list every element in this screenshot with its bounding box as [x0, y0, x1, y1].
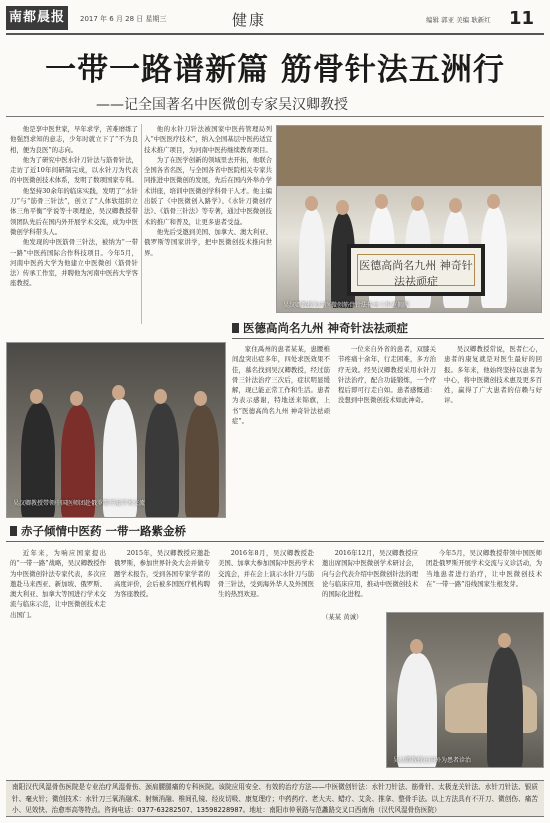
- article3-paragraph: 今年5月，吴汉卿教授带领中国医师团赴俄罗斯开展学术交流与义诊活动，为当地患者进行治疗，让中医微创技术在“一带一路”沿线国家生根发芽。: [426, 549, 542, 588]
- article1-paragraph: 为了在医学创新的领域里去开拓，他联合全国各省名医，与全国各省中医院相关专家共同推进中医微创的发展，先后在国内外举办学术讲座，培训中医微创学科骨干人才。他主编出版了《中医微创入路学》、《水针刀微创疗法》、《筋骨三针法》等专著，通过中医微创技术的推广和普及，让更多患者受益。: [144, 155, 272, 226]
- photo-caption: 吴汉卿教授带领中国医师团赴俄罗斯开展学术交流: [13, 500, 146, 507]
- article1-paragraph: 他发现的中医筋骨三针法，被纳为“一带一路”中医药国际合作科技项目。今年5月，河南中医药大学为他建立中医微创（筋骨针法）传承工作室，并聘他为河南中医药大学客座教授。: [10, 238, 138, 288]
- article2-paragraph: 家住禹州的患者某某，患腰椎间盘突出症多年，四处求医效果不佳，慕名找到吴汉卿教授，经过筋骨三针法治疗三次后，症状明显缓解，现已能正常工作和生活。患者为表示感谢，特地送来锦旗，上书“医德高尚名九州 神奇针法祛顽症”。: [232, 345, 330, 426]
- article3-byline: （某某 黄诚）: [322, 613, 363, 621]
- article3-byline-column: [322, 612, 382, 772]
- treatment-photo: [386, 612, 544, 768]
- headline-rule: [6, 116, 544, 117]
- person-figure: [487, 647, 523, 768]
- person-figure: [299, 208, 325, 308]
- article2-heading: 医德高尚名九州 神奇针法祛顽症: [232, 320, 408, 336]
- person-head: [112, 385, 125, 400]
- photo-caption: 吴汉卿教授在国外为患者诊治: [393, 757, 472, 764]
- page-number: 11: [509, 8, 535, 29]
- headline-subtitle: ——记全国著名中医微创专家吴汉卿教授: [96, 97, 348, 113]
- section-rule: [6, 541, 544, 542]
- article3-column-5: [426, 548, 542, 608]
- hospital-advertisement: 南阳汉代风湿骨伤医院是专业治疗风湿骨伤、颈肩腰腿痛的专科医院。该院应用安全、有效的治疗方法——中医微创针法：水针刀针法、筋骨针、太极龙关针法、水针刀针法、银质针、毫火针；微创技术：水针刀三氧消融术、射频消融、椎间孔镜、经皮切吸、康复理疗；中药药疗、老大夫、蜡疗、艾灸、推拿、整骨手法。以上方法具有不开刀、微创伤、痛苦小、见效快、治愈率高等特点。咨询电话：0377-63282507、13598228987。地址：南阳市仲景路与范蠡路交叉口西南角（汉代风湿骨伤医院）: [6, 780, 544, 817]
- delegation-photo: [6, 342, 226, 518]
- page-header: [6, 6, 544, 32]
- person-head: [30, 389, 43, 404]
- article3-column-1: [10, 548, 106, 774]
- person-head: [498, 633, 511, 648]
- article1-paragraph: 他是享中医世家，早年求学，苦难磨练了他强烈求知的意志，少年时就立下了“不为良相，便为良医”的志向。: [10, 125, 138, 154]
- person-head: [70, 391, 83, 406]
- article1-paragraph: 他的水针刀针法被国家中医药管理局列入“中医医疗技术”，纳入全国基层中医药适宜技术推广项目，为河南中医药继续教育项目。: [144, 125, 272, 154]
- article1-paragraph: 他坚持30余年的临床实践，发明了“水针刀”与“筋骨三针法”，创立了“人体软组织立体三角平衡”学说等十项理论，吴汉卿教授带领团队先后在国内外开展学术交流，成为中医微创学科带头人。: [10, 186, 138, 236]
- header-rule: [6, 33, 544, 35]
- person-head: [410, 639, 423, 654]
- article3-paragraph: 2016年12月，吴汉卿教授应邀出席国际中医微创学术研讨会，向与会代表介绍中医微创针法的理论与临床应用，推动中医微创技术的国际化进程。: [322, 549, 418, 599]
- article1-column-2: [144, 124, 272, 324]
- column-divider: [141, 124, 142, 324]
- masthead-logo: 南都晨报: [6, 6, 68, 30]
- section-rule: [232, 338, 544, 339]
- editors-credit: 编辑 郭亚 美编 耿新红: [426, 16, 491, 24]
- section-marker: [232, 323, 239, 333]
- article2-paragraph: 吴汉卿教授常说，医者仁心，患者的康复就是对医生最好的回报。多年来，他始终坚持以患者为中心，将中医微创技术惠及更多百姓，赢得了广大患者的信赖与好评。: [444, 345, 542, 405]
- person-figure: [397, 653, 437, 768]
- banner-backdrop: [277, 126, 541, 186]
- person-head: [411, 196, 424, 211]
- person-head: [375, 194, 388, 209]
- photo-caption: 吴汉卿教授为中医微创筋骨针法传承工作室揭牌: [283, 302, 410, 309]
- article1-column-1: [10, 124, 138, 324]
- person-head: [449, 198, 462, 213]
- section-marker: [10, 526, 17, 536]
- article1-paragraph: 他为了研究中医水针刀针法与筋骨针法，走访了近10年间研制完成，以水针刀为代表的中医微创技术体系，发明了数项国家专利。: [10, 155, 138, 185]
- ceremony-photo: [276, 125, 542, 313]
- person-head: [336, 200, 349, 215]
- article3-column-3: [218, 548, 314, 774]
- headline-title: 一带一路谱新篇 筋骨针法五洲行: [45, 52, 505, 88]
- article2-column-1: [232, 344, 330, 516]
- person-head: [154, 389, 167, 404]
- article2-column-3: [444, 344, 542, 516]
- award-plaque: [347, 244, 485, 296]
- article3-paragraph: 2015年，吴汉卿教授应邀赴俄罗斯，参加世界针灸大会并做专题学术报告，受到各国专家学者的高度评价，会后被多国医疗机构聘为客座教授。: [114, 549, 210, 599]
- article3-paragraph: 近年来，为响应国家提出的“一带一路”战略，吴汉卿教授作为中医微创针法专家代表，多次应邀赴马来西亚、新加坡、俄罗斯、澳大利亚、加拿大等国进行学术交流与临床示范，让中医微创技术走出国门。: [10, 549, 106, 619]
- article3-paragraph: 2016年8月，吴汉卿教授赴美国、加拿大参加国际中医药学术交流会，并在会上演示水针刀与筋骨三针法，受到海外华人及外国医生的热烈欢迎。: [218, 549, 314, 599]
- article3-column-4: [322, 548, 418, 608]
- section-title: 健康: [232, 11, 267, 29]
- person-head: [487, 194, 500, 209]
- article3-column-2: [114, 548, 210, 774]
- plaque-text: 医德高尚名九州 神奇针法祛顽症: [357, 254, 475, 286]
- article3-heading: 赤子倾情中医药 一带一路紫金桥: [10, 523, 186, 539]
- issue-date: 2017 年 6 月 28 日 星期三: [80, 15, 167, 23]
- article1-paragraph: 他先后受邀到美国、加拿大、澳大利亚、俄罗斯等国家讲学，把中医微创技术推向世界。: [144, 227, 272, 257]
- article2-paragraph: 一位来自外省的患者，双膝关节疼痛十余年，行走困难，多方治疗无效。经吴汉卿教授采用水针刀针法治疗，配合功能锻炼，一个疗程后即可行走自如。患者感慨道：没想到中医微创技术如此神奇。: [338, 345, 436, 405]
- person-head: [194, 391, 207, 406]
- person-head: [305, 196, 318, 211]
- article2-column-2: [338, 344, 436, 516]
